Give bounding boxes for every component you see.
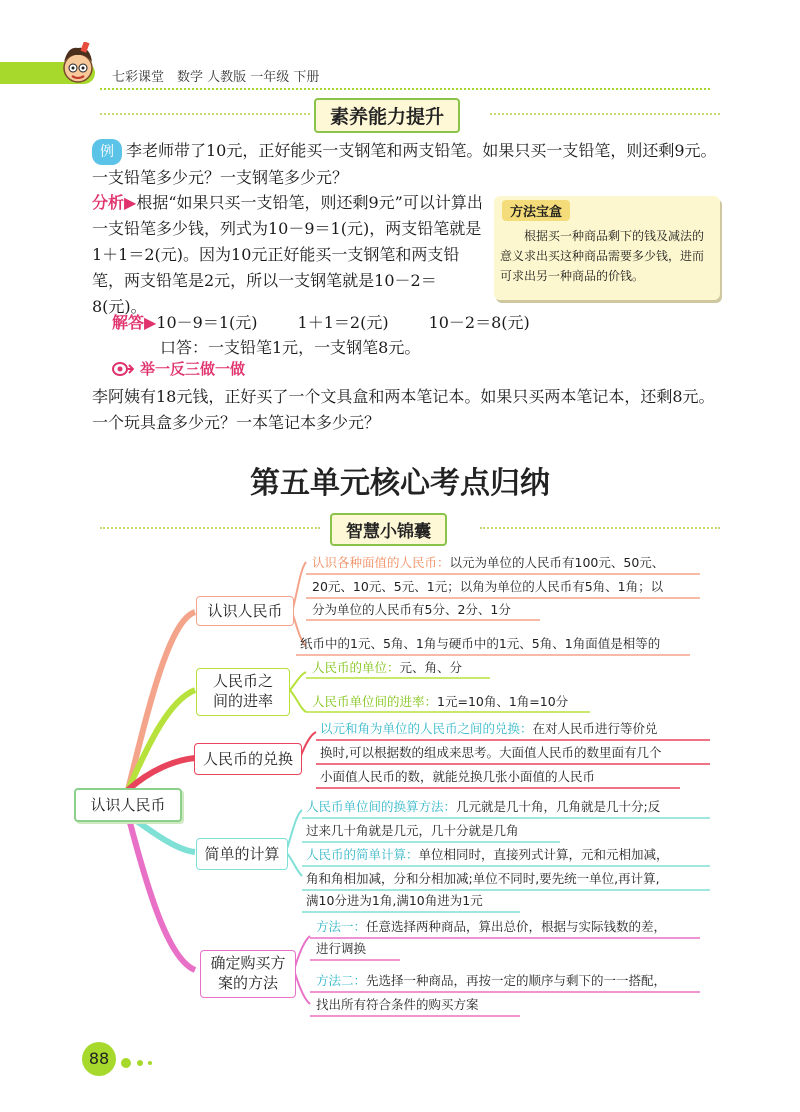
section-title-literacy: 素养能力提升 <box>314 98 460 133</box>
mindmap-root: 认识人民币 <box>74 788 182 822</box>
b5-label-a: 确定购买方 <box>210 954 286 972</box>
b4-line4: 角和角相加减，分和分相加减;单位不同时,要先统一单位,再计算, <box>306 871 660 886</box>
b3-line3: 小面值人民币的数，就能兑换几张小面值的人民币 <box>320 769 596 784</box>
method-tip-body: 根据买一种商品剩下的钱及减法的意义求出买这种商品需要多少钱，进而可求出另一种商品的价钱。 <box>500 229 705 283</box>
branch-exchange-rate <box>196 668 290 716</box>
header-title: 七彩课堂 数学 人教版 一年级 下册 <box>112 70 320 85</box>
b5-line1 <box>316 915 666 938</box>
b4-line2: 过来几十角就是几元，几十分就是几角 <box>306 823 519 838</box>
b1-head: 认识各种面值的人民币： <box>312 555 450 570</box>
b5-head1: 方法一： <box>316 919 367 934</box>
b3-line2: 换时,可以根据数的组成来思考。大面值人民币的数里面有几个 <box>320 745 662 760</box>
b5-line3 <box>316 969 666 992</box>
practice-text: 李阿姨有18元钱，正好买了一个文具盒和两本笔记本。如果只买两本笔记本，还剩8元。一个玩具盒多少元？一本笔记本多少元？ <box>92 387 715 432</box>
answer-eq3: 10－2＝8(元) <box>428 313 530 332</box>
b4-head1: 人民币单位间的换算方法： <box>306 799 457 814</box>
page-number: 88 <box>82 1042 116 1076</box>
b2-label-a: 人民币之 <box>212 672 273 690</box>
b5-head2: 方法二： <box>316 973 367 988</box>
b4-line3 <box>306 843 669 866</box>
b4-text2a: 单位相同时，直接列式计算，元和元相加减， <box>418 847 669 862</box>
b2-head2: 人民币单位间的进率： <box>312 694 438 709</box>
example-tag: 例 <box>92 139 122 165</box>
page-dots <box>120 1054 160 1073</box>
b4-line5: 满10分进为1角,满10角进为1元 <box>306 893 483 908</box>
practice-label: 举一反三做一做 <box>140 360 246 378</box>
b5-line4: 找出所有符合条件的购买方案 <box>316 997 479 1012</box>
b2-text2: 1元=10角、1角=10分 <box>437 694 569 709</box>
analysis-label: 分析▶ <box>92 193 137 212</box>
analysis-text: 根据“如果只买一支铅笔，则还剩9元”可以计算出一支铅笔多少钱，列式为10－9＝1(元)，两支铅笔就是1＋1＝2(元)。因为10元正好能买一支钢笔和两支铅笔，两支铅笔是2元，所以一支钢笔就是10－2＝8(元)。 <box>92 193 483 316</box>
section-title-tips: 智慧小锦囊 <box>330 513 447 546</box>
b3-head: 以元和角为单位的人民币之间的兑换： <box>320 721 533 736</box>
branch-purchase-plan <box>200 950 296 998</box>
b2-text1: 元、角、分 <box>399 660 463 675</box>
example-text: 李老师带了10元，正好能买一支钢笔和两支铅笔。如果只买一支铅笔，则还剩9元。一支铅笔多少元？一支钢笔多少元？ <box>92 141 717 187</box>
b1-line4: 纸币中的1元、5角、1角与硬币中的1元、5角、1角面值是相等的 <box>300 636 661 651</box>
b2-line1 <box>312 656 462 679</box>
b2-label-b: 间的进率 <box>212 692 273 710</box>
b5-text2a: 先选择一种商品，再按一定的顺序与剩下的一一搭配， <box>366 973 667 988</box>
b3-line1 <box>320 717 658 740</box>
answer-eq2: 1＋1＝2(元) <box>297 313 389 332</box>
branch-exchange: 人民币的兑换 <box>194 743 302 775</box>
answer-label: 解答▶ <box>112 313 157 332</box>
b3-text-a: 在对人民币进行等价兑 <box>532 721 658 736</box>
answer-reply: 口答：一支铅笔1元，一支钢笔8元。 <box>160 338 421 357</box>
unit-title: 第五单元核心考点归纳 <box>250 466 550 501</box>
b5-label-b: 案的方法 <box>217 974 278 992</box>
b2-head1: 人民币的单位： <box>312 660 400 675</box>
b4-text1a: 几元就是几十角，几角就是几十分;反 <box>456 799 661 814</box>
b1-line1 <box>312 551 664 574</box>
b1-line3: 分为单位的人民币有5分、2分、1分 <box>312 602 511 617</box>
branch-simple-calc: 简单的计算 <box>196 838 288 870</box>
b1-line2: 20元、10元、5元、1元；以角为单位的人民币有5角、1角；以 <box>312 579 664 594</box>
b2-line2 <box>312 690 568 713</box>
b4-line1 <box>306 795 660 818</box>
method-tip-title: 方法宝盒 <box>502 200 570 221</box>
b5-text1a: 任意选择两种商品，算出总价，根据与实际钱数的差， <box>366 919 667 934</box>
b1-text-a: 以元为单位的人民币有100元、50元、 <box>449 555 665 570</box>
branch-recognize-rmb: 认识人民币 <box>196 596 294 626</box>
b4-head2: 人民币的简单计算： <box>306 847 419 862</box>
b5-line2: 进行调换 <box>316 941 367 956</box>
answer-eq1: 10－9＝1(元) <box>156 313 258 332</box>
